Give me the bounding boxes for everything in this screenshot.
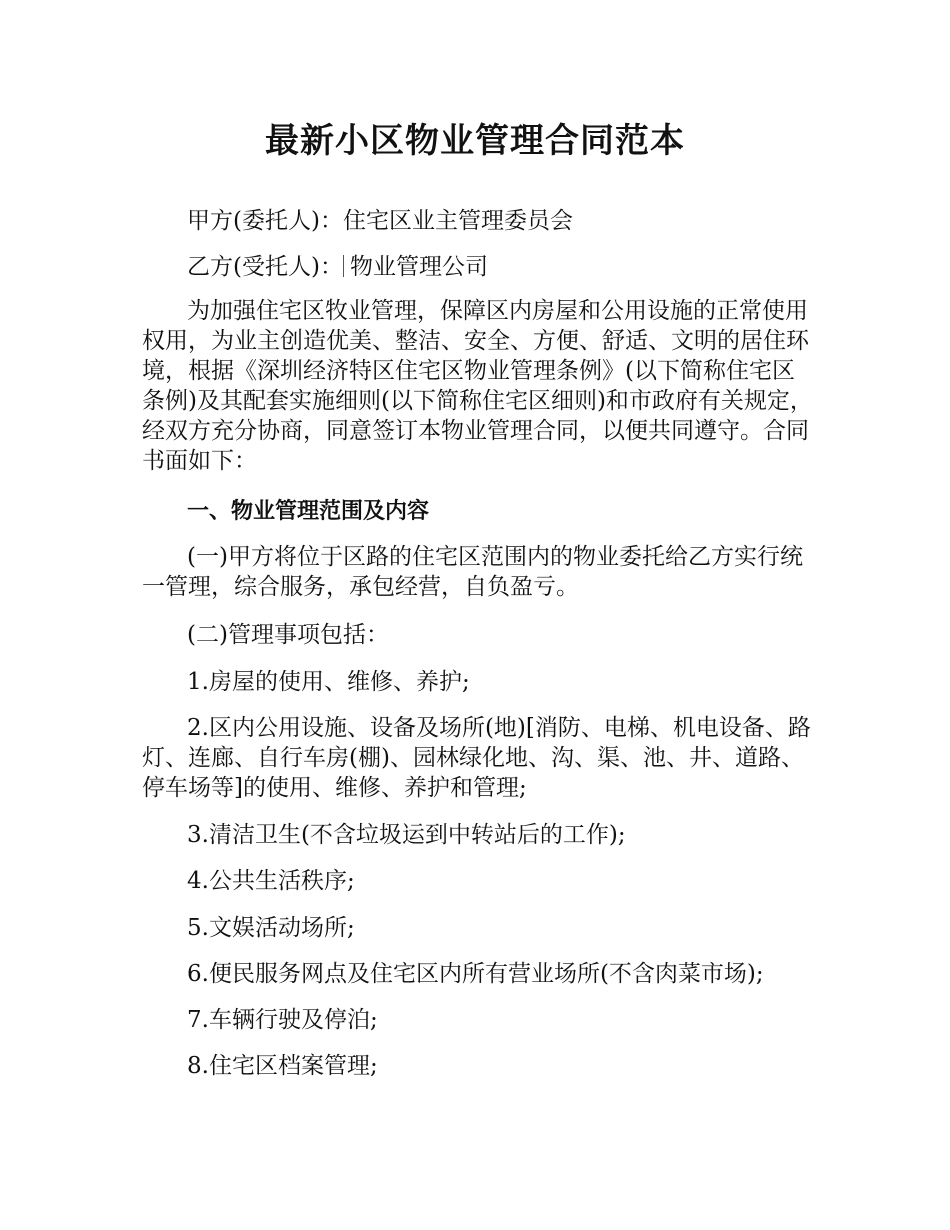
list-item-4: 4.公共生活秩序; [187, 868, 355, 894]
clause-1: (一)甲方将位于区路的住宅区范围内的物业委托给乙方实行统一管理，综合服务，承包经营，自负盈亏。 [142, 544, 803, 600]
document-title: 最新小区物业管理合同范本 [265, 121, 685, 161]
text-cursor [343, 255, 344, 277]
list-item-7: 7.车辆行驶及停泊; [187, 1007, 378, 1033]
list-item-5: 5.文娱活动场所; [187, 915, 355, 941]
list-item-1: 1.房屋的使用、维修、养护; [187, 669, 470, 695]
clause-2: (二)管理事项包括： [187, 622, 389, 648]
party-a-line: 甲方(委托人)：住宅区业主管理委员会 [187, 208, 573, 234]
party-b-name: 物业管理公司 [349, 254, 488, 280]
list-item-2: 2.区内公用设施、设备及场所(地)[消防、电梯、机电设备、路灯、连廊、自行车房(棚)、园林绿化地、沟、渠、池、井、道路、停车场等]的使用、维修、养护和管理; [142, 715, 811, 801]
intro-paragraph: 为加强住宅区牧业管理，保障区内房屋和公用设施的正常使用权用，为业主创造优美、整洁、安全、方便、舒适、文明的居住环境，根据《深圳经济特区住宅区物业管理条例》(以下简称住宅区条例)及其配套实施细则(以下简称住宅区细则)和市政府有关规定，经双方充分协商，同意签订本物业管理合同，以便共同遵守。合同书面如下： [142, 298, 813, 474]
list-item-3: 3.清洁卫生(不含垃圾运到中转站后的工作); [187, 822, 626, 848]
party-b-label: 乙方(受托人)： [187, 254, 343, 280]
list-item-8: 8.住宅区档案管理; [187, 1053, 378, 1079]
section-heading-1: 一、物业管理范围及内容 [187, 499, 430, 524]
list-item-6: 6.便民服务网点及住宅区内所有营业场所(不含肉菜市场); [187, 961, 764, 987]
party-b-line [142, 252, 814, 282]
